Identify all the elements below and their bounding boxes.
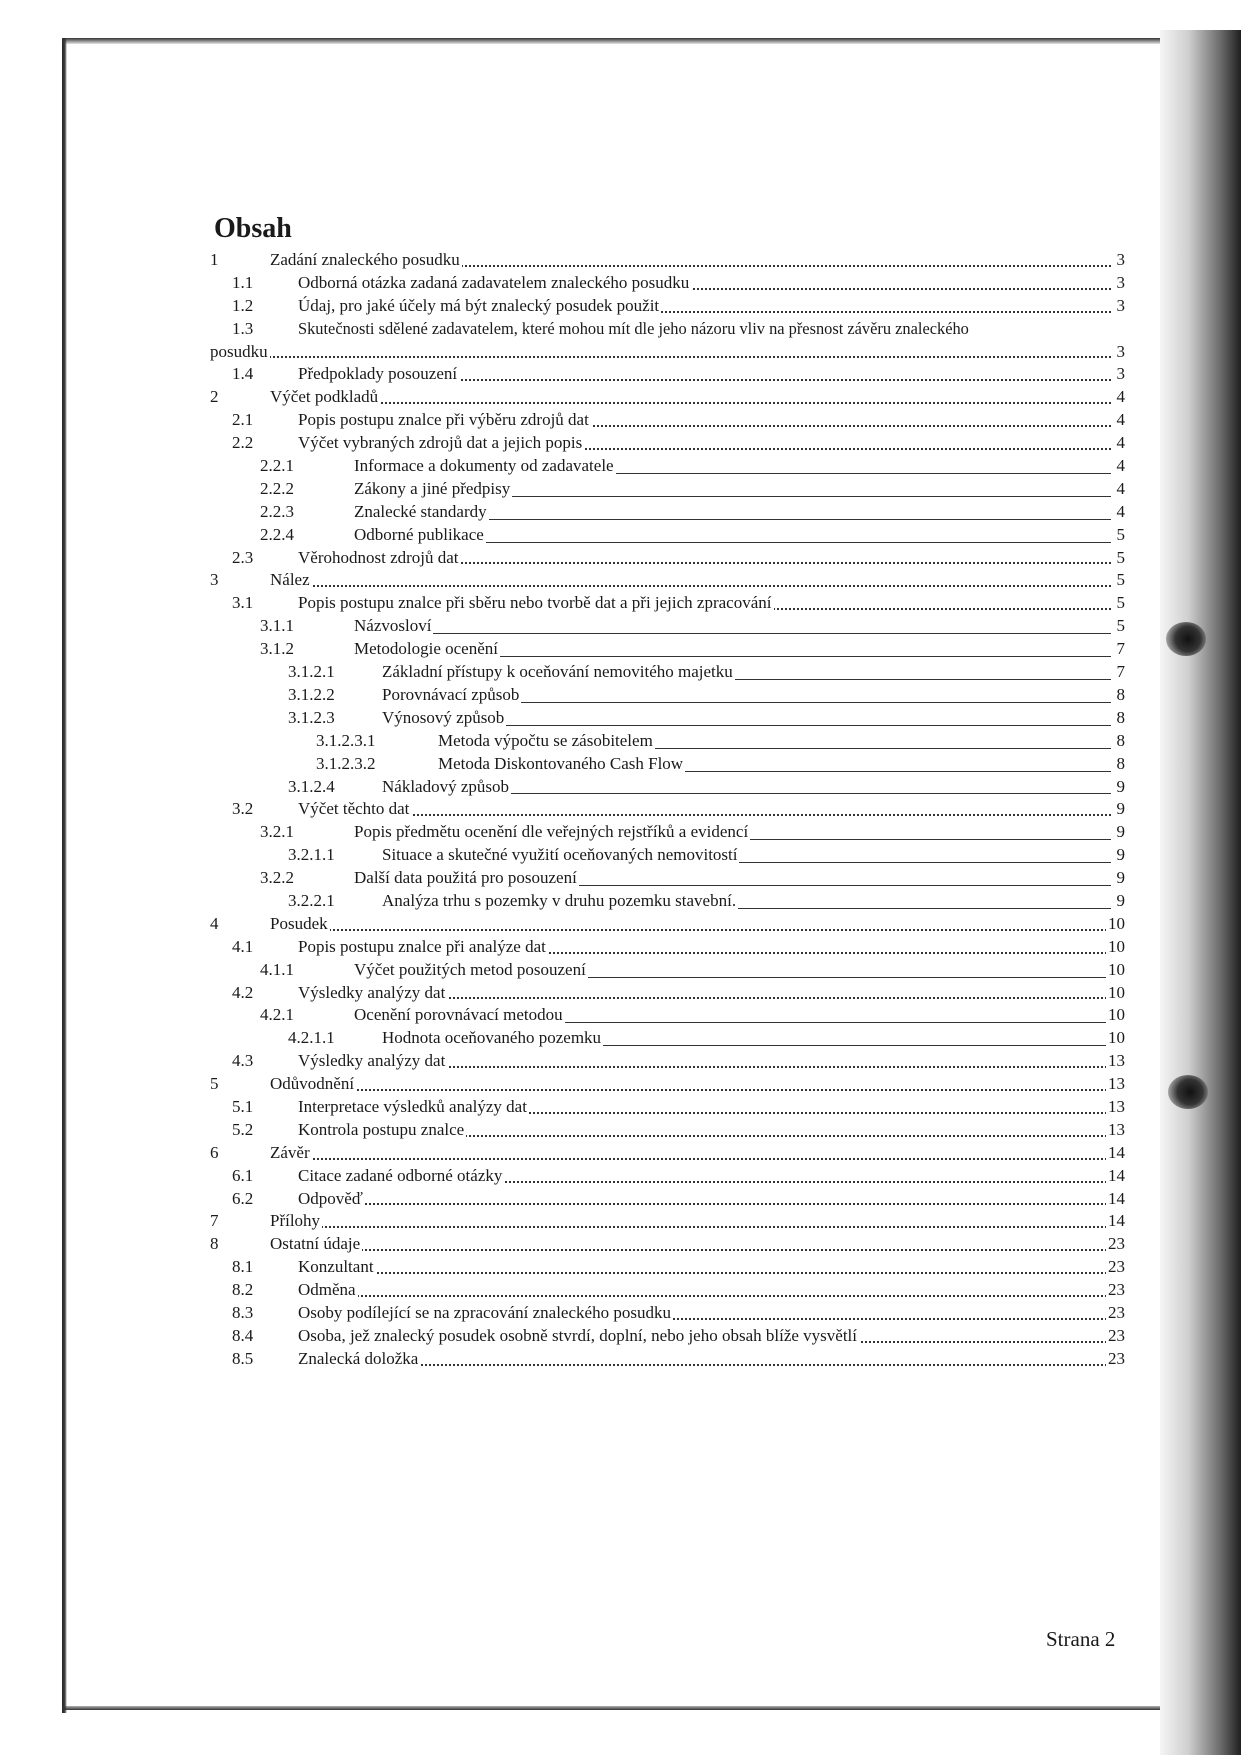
toc-entry-number: 3.2.2.1: [288, 890, 335, 910]
toc-entry-text: Konzultant: [298, 1256, 376, 1279]
toc-entry-number: 2.3: [232, 547, 254, 567]
toc-entry-number: 4.2.1: [260, 1005, 294, 1025]
toc-entry[interactable]: [210, 569, 1125, 592]
toc-entry[interactable]: [210, 592, 1125, 615]
toc-entry-number: 7: [210, 1211, 219, 1231]
toc-entry-text: Výnosový způsob: [382, 707, 506, 730]
toc-entry-page: 4: [1115, 478, 1126, 501]
toc-entry-page: 5: [1115, 524, 1126, 547]
toc-entry-page: 9: [1115, 867, 1126, 890]
page-number: Strana 2: [1046, 1627, 1116, 1651]
toc-entry[interactable]: [210, 455, 1125, 478]
toc-entry-number: 3.1: [232, 593, 254, 613]
toc-entry-page: 8: [1115, 684, 1126, 707]
toc-entry-text: Odměna: [298, 1279, 358, 1302]
toc-entry-text: Další data použitá pro posouzení: [354, 867, 579, 890]
toc-leader: [270, 585, 1111, 587]
toc-entry-number: 2.2.3: [260, 501, 294, 521]
toc-entry-page: 7: [1115, 638, 1126, 661]
toc-entry[interactable]: [210, 730, 1125, 753]
toc-leader: [270, 1158, 1111, 1160]
toc-entry[interactable]: [210, 1279, 1125, 1302]
toc-entry-page: 23: [1106, 1233, 1125, 1256]
toc-entry[interactable]: [210, 936, 1125, 959]
toc-entry[interactable]: [210, 1188, 1125, 1211]
toc-entry[interactable]: [210, 1050, 1125, 1073]
toc-entry-number: 3.1.2.3.1: [316, 730, 376, 750]
toc-entry-text: Metoda výpočtu se zásobitelem: [438, 730, 655, 753]
toc-entry-text: Popis postupu znalce při výběru zdrojů dat: [298, 409, 591, 432]
toc-entry-page: 14: [1106, 1165, 1125, 1188]
toc-entry-text: Zákony a jiné předpisy: [354, 478, 512, 501]
toc-entry-number: 8.2: [232, 1280, 254, 1300]
toc-entry-text: Popis postupu znalce při sběru nebo tvorbě dat a při jejich zpracování: [298, 592, 774, 615]
toc-entry-text: Nález: [270, 569, 312, 592]
toc-entry[interactable]: [210, 1142, 1125, 1165]
scan-edge-top: [62, 38, 1162, 44]
toc-entry-number: 1.3: [232, 318, 254, 338]
toc-entry-page: 3: [1115, 363, 1126, 386]
toc-entry-text: Odborná otázka zadaná zadavatelem znaleckého posudku: [298, 272, 691, 295]
toc-entry-number: 3.1.2.2: [288, 684, 335, 704]
toc-entry-text: Popis předmětu ocenění dle veřejných rejstříků a evidencí: [354, 821, 750, 844]
toc-entry-text: Metoda Diskontovaného Cash Flow: [438, 753, 685, 776]
toc-entry-page: 3: [1115, 272, 1126, 295]
toc-entry-page: 13: [1106, 1119, 1125, 1142]
binder-hole-bottom: [1168, 1075, 1208, 1109]
toc-entry-page: 10: [1106, 959, 1125, 982]
toc-entry-text: Základní přístupy k oceňování nemovitého majetku: [382, 661, 735, 684]
toc-entry-text: Osoby podílející se na zpracování znaleckého posudku: [298, 1302, 673, 1325]
toc-entry-number: 4.1.1: [260, 959, 294, 979]
toc-entry-number: 2.2.4: [260, 524, 294, 544]
toc-entry-number: 3.1.2: [260, 639, 294, 659]
toc-entry-number: 1: [210, 250, 219, 269]
toc-entry-page: 23: [1106, 1256, 1125, 1279]
toc-entry-number: 1.4: [232, 364, 254, 384]
toc-leader: [298, 1295, 1111, 1297]
toc-entry-page: 23: [1106, 1279, 1125, 1302]
toc-entry-text: Výčet podkladů: [270, 386, 380, 409]
toc-entry[interactable]: [210, 409, 1125, 432]
toc-entry-text: Výsledky analýzy dat: [298, 982, 447, 1005]
toc-entry-page: 9: [1115, 890, 1126, 913]
toc-entry[interactable]: [210, 798, 1125, 821]
toc-entry-text: Hodnota oceňovaného pozemku: [382, 1027, 603, 1050]
toc-entry[interactable]: [210, 913, 1125, 936]
toc-entry-page: 10: [1106, 936, 1125, 959]
toc-entry-text: Kontrola postupu znalce: [298, 1119, 466, 1142]
toc-entry-number: 5.2: [232, 1119, 254, 1139]
toc-entry-page: 4: [1115, 432, 1126, 455]
toc-entry-page: 23: [1106, 1348, 1125, 1371]
toc-entry-number: 4: [210, 913, 219, 933]
toc-entry-number: 2.1: [232, 410, 254, 430]
toc-entry-page: 13: [1106, 1096, 1125, 1119]
toc-entry-text: Informace a dokumenty od zadavatele: [354, 455, 616, 478]
toc-entry-page: 8: [1115, 730, 1126, 753]
toc-entry-page: 3: [1115, 341, 1126, 364]
toc-entry[interactable]: [210, 1233, 1125, 1256]
toc-entry[interactable]: [210, 547, 1125, 570]
toc-entry[interactable]: [210, 1256, 1125, 1279]
toc-entry-text: Analýza trhu s pozemky v druhu pozemku stavební.: [382, 890, 738, 913]
toc-entry-text-continued: posudku: [210, 341, 270, 364]
toc-entry-page: 9: [1115, 821, 1126, 844]
toc-entry[interactable]: [210, 844, 1125, 867]
toc-entry-page: 14: [1106, 1210, 1125, 1233]
toc-leader: [354, 633, 1111, 634]
toc-entry-number: 3.1.2.4: [288, 776, 335, 796]
toc-entry-number: 2.2: [232, 433, 254, 453]
toc-entry-page: 9: [1115, 798, 1126, 821]
toc-entry[interactable]: [210, 295, 1125, 318]
toc-entry-page: 13: [1106, 1073, 1125, 1096]
toc-leader: [270, 1249, 1111, 1251]
toc-entry[interactable]: [210, 1210, 1125, 1233]
toc-entry-number: 2.2.2: [260, 478, 294, 498]
toc-entry-number: 4.1: [232, 936, 254, 956]
toc-entry-number: 3.2.2: [260, 868, 294, 888]
toc-entry[interactable]: [210, 867, 1125, 890]
toc-entry[interactable]: [210, 1325, 1125, 1348]
toc-entry-text: Porovnávací způsob: [382, 684, 521, 707]
toc-entry-page: 13: [1106, 1050, 1125, 1073]
toc-leader: [298, 1203, 1111, 1205]
toc-entry-text: Popis postupu znalce při analýze dat: [298, 936, 548, 959]
toc-leader: [270, 929, 1111, 931]
toc-leader: [298, 814, 1111, 816]
toc-entry-page: 4: [1115, 386, 1126, 409]
toc-entry[interactable]: [210, 982, 1125, 1005]
toc-entry[interactable]: [210, 707, 1125, 730]
toc-entry[interactable]: [210, 272, 1125, 295]
toc-entry-page: 3: [1115, 249, 1126, 272]
toc-entry-number: 8.3: [232, 1302, 254, 1322]
toc-entry[interactable]: [210, 1004, 1125, 1027]
toc-entry-number: 4.2: [232, 982, 254, 1002]
toc-entry-page: 10: [1106, 1004, 1125, 1027]
toc-entry-page: 5: [1115, 592, 1126, 615]
toc-entry[interactable]: [210, 890, 1125, 913]
toc-entry[interactable]: [210, 638, 1125, 661]
toc-leader: [210, 356, 1111, 358]
toc-leader: [298, 1272, 1111, 1274]
toc-entry[interactable]: [210, 478, 1125, 501]
toc-entry-number: 8.5: [232, 1348, 254, 1368]
toc-entry-text: Posudek: [270, 913, 330, 936]
toc-entry-number: 4.3: [232, 1051, 254, 1071]
toc-entry-page: 8: [1115, 753, 1126, 776]
toc-entry[interactable]: [210, 386, 1125, 409]
toc-leader: [270, 1089, 1111, 1091]
toc-entry-page: 5: [1115, 569, 1126, 592]
toc-entry-page: 4: [1115, 501, 1126, 524]
toc-entry-number: 8.1: [232, 1257, 254, 1277]
toc-entry[interactable]: [210, 615, 1125, 638]
toc-entry-text: Závěr: [270, 1142, 312, 1165]
toc-list: [210, 249, 1125, 1371]
toc-entry-number: 3.1.1: [260, 616, 294, 636]
scan-edge-bottom: [62, 1706, 1182, 1710]
toc-entry[interactable]: [210, 501, 1125, 524]
toc-entry-number: 2.2.1: [260, 456, 294, 476]
toc-leader: [270, 402, 1111, 404]
toc-entry-text: Předpoklady posouzení: [298, 363, 459, 386]
toc-title: Obsah: [214, 213, 292, 244]
toc-entry-text: Osoba, jež znalecký posudek osobně stvrdí, doplní, nebo jeho obsah blíže vysvětlí: [298, 1325, 859, 1348]
toc-entry-number: 1.1: [232, 272, 254, 292]
toc-entry[interactable]: [210, 959, 1125, 982]
toc-entry-page: 14: [1106, 1142, 1125, 1165]
toc-entry-text: Názvosloví: [354, 615, 433, 638]
toc-entry-page: 10: [1106, 982, 1125, 1005]
table-of-contents: [210, 215, 1125, 1371]
toc-entry[interactable]: [210, 363, 1125, 386]
toc-entry[interactable]: [210, 1165, 1125, 1188]
toc-entry-text: Výčet těchto dat: [298, 798, 411, 821]
toc-entry-number: 3.2.1.1: [288, 845, 335, 865]
toc-entry[interactable]: [210, 1302, 1125, 1325]
binder-hole-top: [1166, 622, 1206, 656]
toc-entry-number: 6.1: [232, 1165, 254, 1185]
toc-entry-page: 9: [1115, 776, 1126, 799]
toc-entry-text: Odborné publikace: [354, 524, 486, 547]
toc-entry-page: 7: [1115, 661, 1126, 684]
toc-entry-page: 10: [1106, 913, 1125, 936]
toc-entry-text: Znalecké standardy: [354, 501, 489, 524]
toc-entry-page: 4: [1115, 455, 1126, 478]
toc-entry-page: 23: [1106, 1325, 1125, 1348]
toc-entry[interactable]: [210, 1027, 1125, 1050]
toc-entry-text: Údaj, pro jaké účely má být znalecký posudek použit: [298, 295, 661, 318]
toc-entry-page: 5: [1115, 547, 1126, 570]
toc-entry[interactable]: [210, 318, 1125, 364]
toc-entry-number: 3.1.2.3: [288, 707, 335, 727]
toc-entry[interactable]: [210, 684, 1125, 707]
toc-entry-page: 5: [1115, 615, 1126, 638]
toc-entry-text: Znalecká doložka: [298, 1348, 420, 1371]
toc-entry-text: Metodologie ocenění: [354, 638, 500, 661]
toc-leader: [270, 1226, 1111, 1228]
toc-entry-page: 10: [1106, 1027, 1125, 1050]
scan-edge-left: [62, 38, 67, 1713]
toc-entry-number: 3.2.1: [260, 822, 294, 842]
toc-entry[interactable]: [210, 821, 1125, 844]
toc-entry-text: Interpretace výsledků analýzy dat: [298, 1096, 529, 1119]
toc-entry-page: 9: [1115, 844, 1126, 867]
toc-entry-text: Skutečnosti sdělené zadavatelem, které mohou mít dle jeho názoru vliv na přesnost závěru znaleckého: [298, 318, 969, 338]
toc-entry[interactable]: [210, 524, 1125, 547]
toc-entry-text: Výčet vybraných zdrojů dat a jejich popis: [298, 432, 584, 455]
toc-entry-page: 3: [1115, 295, 1126, 318]
toc-entry-text: Situace a skutečné využití oceňovaných nemovitostí: [382, 844, 739, 867]
toc-entry-page: 8: [1115, 707, 1126, 730]
toc-entry-page: 23: [1106, 1302, 1125, 1325]
toc-entry-text: Citace zadané odborné otázky: [298, 1165, 504, 1188]
toc-entry-number: 3.1.2.1: [288, 662, 335, 682]
toc-entry-text: Ostatní údaje: [270, 1233, 362, 1256]
toc-entry-number: 3.1.2.3.2: [316, 753, 376, 773]
toc-entry-number: 1.2: [232, 295, 254, 315]
toc-entry-number: 6: [210, 1142, 219, 1162]
toc-entry-text: Zadání znaleckého posudku: [270, 249, 462, 272]
toc-entry[interactable]: [210, 249, 1125, 272]
toc-entry[interactable]: [210, 776, 1125, 799]
toc-entry[interactable]: [210, 753, 1125, 776]
toc-entry-number: 5.1: [232, 1096, 254, 1116]
toc-entry-number: 8.4: [232, 1325, 254, 1345]
toc-entry[interactable]: [210, 1096, 1125, 1119]
toc-entry-text: Ocenění porovnávací metodou: [354, 1004, 565, 1027]
toc-entry[interactable]: [210, 1119, 1125, 1142]
toc-entry-text: Přílohy: [270, 1210, 322, 1233]
scan-edge-right: [1160, 30, 1241, 1755]
toc-entry-text: Odůvodnění: [270, 1073, 356, 1096]
toc-entry-text: Nákladový způsob: [382, 776, 511, 799]
toc-entry-number: 6.2: [232, 1188, 254, 1208]
toc-entry-page: 14: [1106, 1188, 1125, 1211]
toc-entry[interactable]: [210, 1348, 1125, 1371]
toc-entry-number: 8: [210, 1234, 219, 1254]
toc-entry-number: 3: [210, 570, 219, 590]
toc-entry-number: 3.2: [232, 799, 254, 819]
toc-entry-text: Odpověď: [298, 1188, 365, 1211]
toc-entry[interactable]: [210, 661, 1125, 684]
toc-entry-text: Výčet použitých metod posouzení: [354, 959, 588, 982]
toc-entry-text: Výsledky analýzy dat: [298, 1050, 447, 1073]
toc-entry[interactable]: [210, 432, 1125, 455]
toc-entry-text: Věrohodnost zdrojů dat: [298, 547, 461, 570]
toc-entry[interactable]: [210, 1073, 1125, 1096]
toc-entry-number: 5: [210, 1074, 219, 1094]
toc-entry-number: 4.2.1.1: [288, 1028, 335, 1048]
toc-entry-page: 4: [1115, 409, 1126, 432]
toc-entry-number: 2: [210, 387, 219, 407]
